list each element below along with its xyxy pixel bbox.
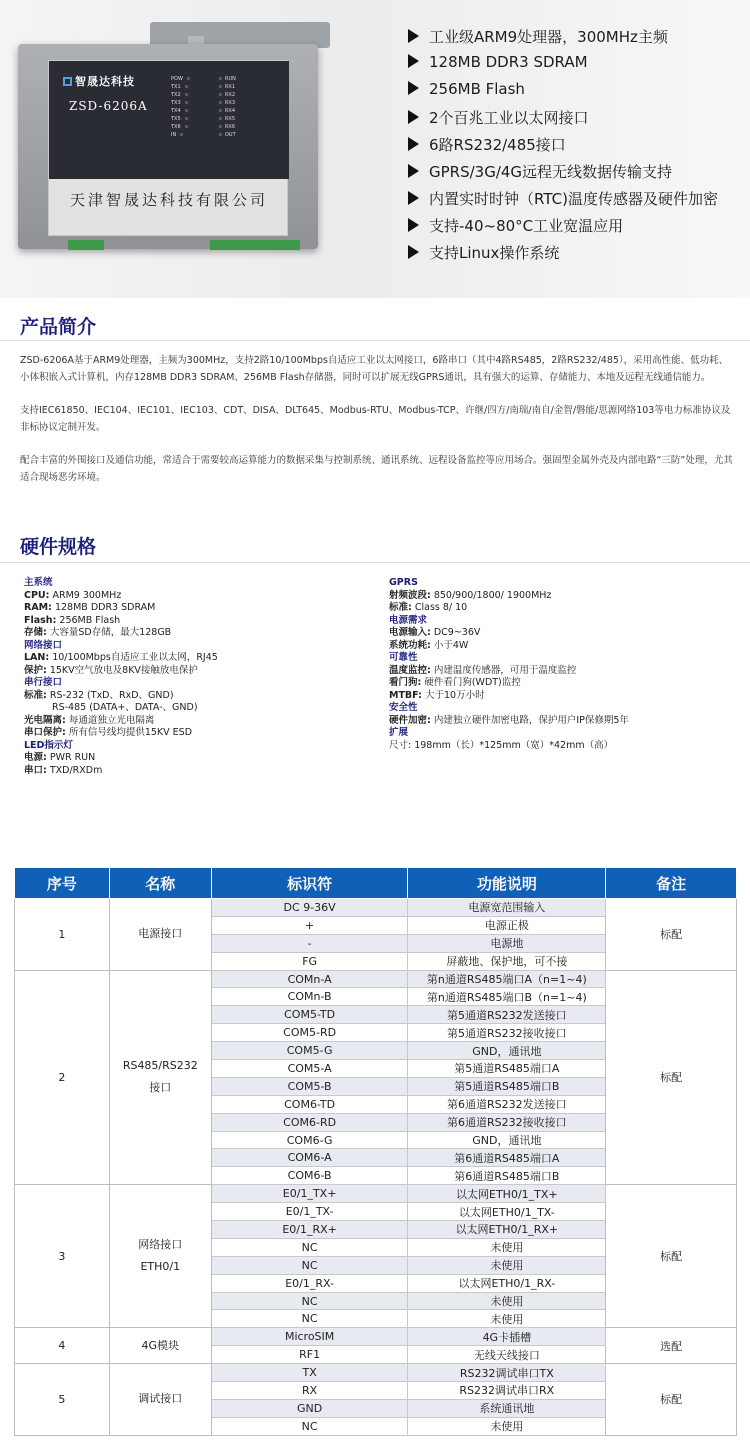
spec-group-title: 安全性 <box>389 702 418 713</box>
signal-id-cell: COM6-TD <box>211 1095 408 1113</box>
function-cell: 第5通道RS485端口B <box>408 1077 606 1095</box>
function-cell: 第n通道RS485端口B（n=1~4) <box>408 988 606 1006</box>
signal-id-cell: FG <box>211 952 408 970</box>
triangle-bullet-icon <box>408 29 419 43</box>
led-row <box>219 83 249 91</box>
spec-value: 硬件看门狗(WDT)监控 <box>424 677 521 688</box>
feature-item <box>408 242 748 269</box>
spec-row <box>389 602 739 615</box>
spec-key: 电源: <box>24 752 47 763</box>
led-indicator-icon <box>187 77 190 80</box>
device-company-name: 天津智晟达科技有限公司 <box>69 191 268 209</box>
led-row <box>219 107 249 115</box>
function-cell: 无线天线接口 <box>408 1346 606 1364</box>
led-indicator-icon <box>219 77 222 80</box>
function-cell: 未使用 <box>408 1292 606 1310</box>
led-label: OUT <box>225 132 236 138</box>
signal-id-cell: COM5-TD <box>211 1006 408 1024</box>
signal-id-cell: TX <box>211 1364 408 1382</box>
intro-paragraph: 支持IEC61850、IEC104、IEC101、IEC103、CDT、DISA、DLT645、Modbus-RTU、Modbus-TCP、许继/四方/南瑞/南自/金智/磐能/思源网络103等电力标准协议及非标协议定制开发。 <box>20 405 731 433</box>
led-label: TX3 <box>171 100 181 106</box>
brand-logo-icon <box>63 77 72 86</box>
triangle-bullet-icon <box>408 218 419 232</box>
note-cell: 标配 <box>606 899 737 971</box>
spec-value: 850/900/1800/ 1900MHz <box>433 589 552 601</box>
spec-group <box>24 740 364 778</box>
interface-name-line: RS485/RS232 <box>122 1059 198 1073</box>
feature-text: 2个百兆工业以太网接口 <box>429 109 589 127</box>
terminal-block-left <box>68 240 104 250</box>
spec-key: LAN: <box>24 652 50 663</box>
spec-key: 射频波段: <box>389 589 431 601</box>
function-cell: 电源正极 <box>408 916 606 934</box>
spec-group <box>24 677 364 740</box>
led-indicator-icon <box>185 85 188 88</box>
led-indicator-icon <box>219 117 222 120</box>
feature-text: 工业级ARM9处理器，300MHz主频 <box>429 28 668 46</box>
led-indicator-icon <box>219 133 222 136</box>
spec-key: 系统功耗: <box>389 639 431 651</box>
function-cell: 以太网ETH0/1_TX- <box>408 1203 606 1221</box>
spec-key: 温度监控: <box>389 664 431 676</box>
led-label: TX5 <box>171 116 181 122</box>
spec-row <box>24 715 364 728</box>
spec-key: 看门狗: <box>389 677 422 688</box>
interface-name-line: 电源接口 <box>138 927 183 941</box>
spec-value: 所有信号线均提供15KV ESD <box>68 727 193 738</box>
interface-name-line: 接口 <box>149 1081 172 1095</box>
interface-name-cell <box>109 1364 211 1436</box>
function-cell: 第6通道RS485端口A <box>408 1149 606 1167</box>
led-row <box>219 131 249 139</box>
spec-row <box>24 765 364 778</box>
led-indicator-icon <box>219 109 222 112</box>
spec-row <box>389 677 739 690</box>
signal-id-cell: COM6-A <box>211 1149 408 1167</box>
hero-banner <box>0 0 750 298</box>
triangle-bullet-icon <box>408 137 419 151</box>
spec-key: 串口: <box>24 764 47 776</box>
device-model: ZSD-6206A <box>69 99 148 113</box>
spec-group-title: 串行接口 <box>24 677 63 688</box>
spec-group <box>389 615 739 653</box>
spec-key: 硬件加密: <box>389 714 431 726</box>
led-row <box>219 75 249 83</box>
spec-group-title: GPRS <box>389 577 418 588</box>
signal-id-cell: COM5-RD <box>211 1024 408 1042</box>
intro-title: 产品简介 <box>20 316 97 338</box>
spec-key: 保护: <box>24 664 47 676</box>
spec-row <box>24 727 364 740</box>
function-cell: 第5通道RS485端口A <box>408 1060 606 1078</box>
spec-value: PWR RUN <box>49 752 96 763</box>
led-row <box>171 115 201 123</box>
function-cell: 第5通道RS232发送接口 <box>408 1006 606 1024</box>
spec-value: 内建独立硬件加密电路，保护用户IP保修期5年 <box>433 714 629 726</box>
signal-id-cell: NC <box>211 1238 408 1256</box>
led-indicator-icon <box>219 101 222 104</box>
function-cell: RS232调试串口TX <box>408 1364 606 1382</box>
signal-id-cell: COM5-A <box>211 1060 408 1078</box>
spec-row <box>389 640 739 653</box>
led-label: TX6 <box>171 124 181 130</box>
spec-value: 15KV空气放电及8KV接触放电保护 <box>49 664 198 676</box>
led-label: TX1 <box>171 84 181 90</box>
feature-text: 256MB Flash <box>429 80 525 98</box>
function-cell: 电源宽范围输入 <box>408 899 606 917</box>
feature-text: 内置实时时钟（RTC)温度传感器及硬件加密 <box>429 190 718 208</box>
device-display-area <box>49 61 289 179</box>
spec-key: 标准: <box>24 689 47 701</box>
feature-item <box>408 188 748 215</box>
led-indicator-icon <box>185 109 188 112</box>
spec-value: 每通道独立光电隔离 <box>68 714 155 726</box>
led-labels-right <box>219 75 249 139</box>
function-cell: 4G卡插槽 <box>408 1328 606 1346</box>
row-number-cell: 2 <box>15 970 110 1185</box>
spec-key: 串口保护: <box>24 727 66 738</box>
led-row <box>171 99 201 107</box>
table-header-row <box>15 868 737 899</box>
function-cell: 第6通道RS232发送接口 <box>408 1095 606 1113</box>
function-cell: 未使用 <box>408 1310 606 1328</box>
function-cell: 未使用 <box>408 1417 606 1435</box>
table-row <box>15 1185 737 1203</box>
spec-key: 标准: <box>389 602 412 613</box>
led-indicator-icon <box>185 125 188 128</box>
led-label: RUN <box>225 76 236 82</box>
function-cell: 电源地 <box>408 934 606 952</box>
note-cell: 选配 <box>606 1328 737 1364</box>
signal-id-cell: + <box>211 916 408 934</box>
signal-id-cell: COM6-G <box>211 1131 408 1149</box>
table-header-cell: 备注 <box>606 868 737 899</box>
led-row <box>219 91 249 99</box>
led-row <box>171 131 201 139</box>
led-indicator-icon <box>185 101 188 104</box>
interface-name-line: 调试接口 <box>138 1392 183 1406</box>
led-label: RX5 <box>225 116 236 122</box>
row-number-cell: 3 <box>15 1185 110 1328</box>
spec-row <box>389 590 739 603</box>
spec-group-title: LED指示灯 <box>24 739 73 751</box>
spec-group-title: 电源需求 <box>389 614 428 626</box>
terminal-block-right <box>210 240 300 250</box>
signal-id-cell: COMn-A <box>211 970 408 988</box>
table-header-cell: 名称 <box>109 868 211 899</box>
led-row <box>171 123 201 131</box>
device-front-panel <box>48 60 288 236</box>
led-label: RX6 <box>225 124 236 130</box>
feature-item <box>408 53 748 80</box>
spec-value: 256MB Flash <box>59 614 121 626</box>
led-label: RX1 <box>225 84 236 90</box>
spec-row <box>389 740 739 753</box>
spec-group-title: 主系统 <box>24 577 53 588</box>
spec-group <box>24 577 364 640</box>
feature-item <box>408 134 748 161</box>
spec-group <box>389 727 739 752</box>
led-label: TX2 <box>171 92 181 98</box>
pin-table <box>14 867 737 1436</box>
feature-text: 6路RS232/485接口 <box>429 136 566 154</box>
feature-text: 128MB DDR3 SDRAM <box>429 53 588 71</box>
function-cell: 第n通道RS485端口A（n=1~4) <box>408 970 606 988</box>
function-cell: 未使用 <box>408 1256 606 1274</box>
spec-value: TXD/RXDm <box>49 764 103 776</box>
table-header-cell: 标识符 <box>211 868 408 899</box>
feature-item <box>408 215 748 242</box>
divider <box>0 340 750 341</box>
signal-id-cell: - <box>211 934 408 952</box>
table-body <box>15 899 737 1436</box>
row-number-cell: 1 <box>15 899 110 971</box>
spec-group <box>389 652 739 702</box>
spec-value: 小于4W <box>433 639 469 651</box>
intro-paragraph: 配合丰富的外围接口及通信功能，常适合于需要较高运算能力的数据采集与控制系统、通讯系统、远程设备监控等应用场合。强固型金属外壳及内部电路“三防”处理，尤其适合现场恶劣环境。 <box>20 455 733 483</box>
spec-column-right <box>389 577 739 752</box>
led-indicator-icon <box>180 133 183 136</box>
spec-key: Flash: <box>24 614 57 626</box>
led-row <box>171 107 201 115</box>
signal-id-cell: RF1 <box>211 1346 408 1364</box>
triangle-bullet-icon <box>408 164 419 178</box>
signal-id-cell: NC <box>211 1256 408 1274</box>
function-cell: 第6通道RS232接收接口 <box>408 1113 606 1131</box>
led-labels-left <box>171 75 201 139</box>
spec-value: 内建温度传感器，可用于温度监控 <box>433 664 577 676</box>
triangle-bullet-icon <box>408 81 419 95</box>
spec-row <box>24 702 364 715</box>
feature-list <box>408 26 748 269</box>
spec-key: 光电隔离: <box>24 714 66 726</box>
spec-value: RS-485 (DATA+、DATA-、GND) <box>52 702 198 713</box>
feature-text: 支持Linux操作系统 <box>429 244 560 262</box>
interface-name-cell <box>109 899 211 971</box>
spec-row <box>24 652 364 665</box>
led-indicator-icon <box>185 117 188 120</box>
spec-value: 10/100Mbps自适应工业以太网，RJ45 <box>52 652 218 663</box>
interface-name-line: 4G模块 <box>141 1338 180 1352</box>
signal-id-cell: E0/1_RX- <box>211 1274 408 1292</box>
function-cell: 屏蔽地、保护地，可不接 <box>408 952 606 970</box>
function-cell: GND，通讯地 <box>408 1131 606 1149</box>
triangle-bullet-icon <box>408 245 419 259</box>
table-header-cell: 序号 <box>15 868 110 899</box>
interface-name-cell <box>109 1185 211 1328</box>
interface-name-cell <box>109 970 211 1185</box>
intro-text <box>20 352 735 502</box>
led-label: POW <box>171 76 183 82</box>
spec-row <box>24 665 364 678</box>
spec-key: MTBF: <box>389 689 422 701</box>
spec-row <box>24 615 364 628</box>
signal-id-cell: COMn-B <box>211 988 408 1006</box>
feature-item <box>408 161 748 188</box>
table-row <box>15 899 737 917</box>
led-label: IN <box>171 132 177 138</box>
triangle-bullet-icon <box>408 54 419 68</box>
spec-value: Class 8/ 10 <box>414 602 468 613</box>
table-row <box>15 1364 737 1382</box>
spec-row <box>24 627 364 640</box>
signal-id-cell: E0/1_TX- <box>211 1203 408 1221</box>
signal-id-cell: COM5-G <box>211 1042 408 1060</box>
function-cell: 以太网ETH0/1_RX- <box>408 1274 606 1292</box>
brand-logo-text: 智晟达科技 <box>75 75 135 88</box>
spec-group-title: 可靠性 <box>389 652 418 663</box>
note-cell: 标配 <box>606 1364 737 1436</box>
spec-value: 尺寸: 198mm（长）*125mm（宽）*42mm（高） <box>389 739 614 751</box>
function-cell: 未使用 <box>408 1238 606 1256</box>
spec-group <box>389 702 739 727</box>
led-indicator-icon <box>219 85 222 88</box>
note-cell: 标配 <box>606 1185 737 1328</box>
function-cell: 系统通讯地 <box>408 1399 606 1417</box>
signal-id-cell: NC <box>211 1417 408 1435</box>
function-cell: 以太网ETH0/1_RX+ <box>408 1221 606 1239</box>
function-cell: RS232调试串口RX <box>408 1382 606 1400</box>
feature-item <box>408 26 748 53</box>
spec-key: 电源输入: <box>389 627 431 638</box>
signal-id-cell: GND <box>211 1399 408 1417</box>
function-cell: 第6通道RS485端口B <box>408 1167 606 1185</box>
spec-group-title: 网络接口 <box>24 639 63 651</box>
spec-row <box>389 627 739 640</box>
led-label: TX4 <box>171 108 181 114</box>
spec-key: CPU: <box>24 589 50 601</box>
triangle-bullet-icon <box>408 110 419 124</box>
spec-row <box>24 752 364 765</box>
signal-id-cell: NC <box>211 1310 408 1328</box>
pin-table-wrapper <box>14 867 737 1436</box>
signal-id-cell: E0/1_RX+ <box>211 1221 408 1239</box>
note-cell: 标配 <box>606 970 737 1185</box>
signal-id-cell: COM6-RD <box>211 1113 408 1131</box>
spec-value: 大容量SD存储，最大128GB <box>49 627 172 638</box>
spec-row <box>24 590 364 603</box>
led-indicator-icon <box>219 93 222 96</box>
signal-id-cell: COM5-B <box>211 1077 408 1095</box>
spec-group-title: 扩展 <box>389 727 409 738</box>
led-row <box>219 115 249 123</box>
interface-name-line: ETH0/1 <box>140 1260 181 1274</box>
signal-id-cell: RX <box>211 1382 408 1400</box>
interface-name-line: 网络接口 <box>138 1238 183 1252</box>
table-row <box>15 970 737 988</box>
specs-title: 硬件规格 <box>20 536 97 558</box>
spec-value: DC9~36V <box>433 627 481 638</box>
spec-group <box>24 640 364 678</box>
led-row <box>219 123 249 131</box>
spec-value: 128MB DDR3 SDRAM <box>54 602 156 613</box>
led-row <box>171 91 201 99</box>
feature-item <box>408 80 748 107</box>
led-row <box>219 99 249 107</box>
table-row <box>15 1328 737 1346</box>
table-header-cell: 功能说明 <box>408 868 606 899</box>
signal-id-cell: MicroSIM <box>211 1328 408 1346</box>
spec-value: 大于10万小时 <box>424 689 485 701</box>
feature-text: GPRS/3G/4G远程无线数据传输支持 <box>429 163 673 181</box>
row-number-cell: 5 <box>15 1364 110 1436</box>
signal-id-cell: NC <box>211 1292 408 1310</box>
led-label: RX2 <box>225 92 236 98</box>
spec-value: RS-232 (TxD、RxD、GND) <box>49 689 174 701</box>
divider <box>0 562 750 563</box>
spec-column-left <box>24 577 364 777</box>
intro-paragraph: ZSD-6206A基于ARM9处理器，主频为300MHz，支持2路10/100Mbps自适应工业以太网接口，6路串口（其中4路RS485，2路RS232/485），采用高性能、低功耗、小体积嵌入式计算机，内存128MB DDR3 SDRAM、256MB Flash存储器，同时可以扩展无线GPRS通讯，具有强大的运算、存储能力、本地及远程无线通信能力。 <box>20 355 729 383</box>
feature-item <box>408 107 748 134</box>
spec-row <box>389 715 739 728</box>
signal-id-cell: E0/1_TX+ <box>211 1185 408 1203</box>
spec-row <box>24 690 364 703</box>
led-row <box>171 83 201 91</box>
spec-group <box>389 577 739 615</box>
function-cell: 以太网ETH0/1_TX+ <box>408 1185 606 1203</box>
spec-row <box>389 665 739 678</box>
led-indicator-icon <box>185 93 188 96</box>
led-row <box>171 75 201 83</box>
led-indicator-icon <box>219 125 222 128</box>
signal-id-cell: COM6-B <box>211 1167 408 1185</box>
led-label: RX4 <box>225 108 236 114</box>
spec-row <box>24 602 364 615</box>
spec-row <box>389 690 739 703</box>
interface-name-cell <box>109 1328 211 1364</box>
signal-id-cell: DC 9-36V <box>211 899 408 917</box>
spec-value: ARM9 300MHz <box>52 589 122 601</box>
brand-logo <box>63 73 155 89</box>
row-number-cell: 4 <box>15 1328 110 1364</box>
function-cell: 第5通道RS232接收接口 <box>408 1024 606 1042</box>
function-cell: GND，通讯地 <box>408 1042 606 1060</box>
feature-text: 支持-40~80°C工业宽温应用 <box>429 217 624 235</box>
triangle-bullet-icon <box>408 191 419 205</box>
spec-key: 存储: <box>24 627 47 638</box>
led-label: RX3 <box>225 100 236 106</box>
spec-key: RAM: <box>24 602 52 613</box>
